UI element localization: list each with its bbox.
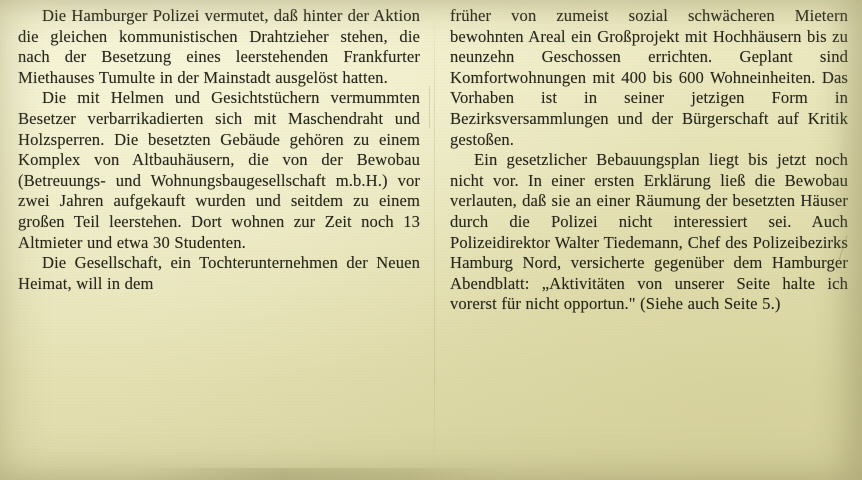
right-column (436, 6, 848, 480)
paragraph: früher von zumeist sozial schwächeren Mietern bewohnten Areal ein Großprojekt mit Hochhäusern bis zu neunzehn Geschossen errichten. Geplant sind Komfortwohnungen mit 400 bis 600 Wohneinheiten. Das Vorhaben ist in seiner jetzigen Form in Bezirksversammlungen und der Bürgerschaft auf Kritik gestoßen. (450, 6, 848, 149)
left-column (18, 6, 436, 480)
article-columns (0, 6, 862, 480)
paragraph: Die Gesellschaft, ein Tochterunternehmen der Neuen Heimat, will in dem (18, 253, 420, 293)
paragraph: Die mit Helmen und Gesichtstüchern vermummten Besetzer verbarrikadierten sich mit Maschendraht und Holzsperren. Die besetzten Gebäude gehören zu einem Komplex von Altbauhäusern, die von der Bewobau (Betreuungs- und Wohnungsbaugesellschaft m.b.H.) vor zwei Jahren aufgekauft wurden und seitdem zu einem großen Teil leerstehen. Dort wohnen zur Zeit noch 13 Altmieter und etwa 30 Studenten. (18, 88, 420, 252)
paragraph: Ein gesetzlicher Bebauungsplan liegt bis jetzt noch nicht vor. In einer ersten Erklärung ließ die Bewobau verlauten, daß sie an einer Räumung der besetzten Häuser durch die Polizei nicht interessiert sei. Auch Polizeidirektor Walter Tiedemann, Chef des Polizeibezirks Hamburg Nord, versicherte gegenüber dem Hamburger Abendblatt: „Aktivitäten von unserer Seite halte ich vorerst für nicht opportun." (Siehe auch Seite 5.) (450, 150, 848, 314)
column-divider (434, 10, 435, 470)
paragraph: Die Hamburger Polizei vermutet, daß hinter der Aktion die gleichen kommunistischen Drahtzieher stehen, die nach der Besetzung eines leerstehenden Frankfurter Miethauses Tumulte in der Mainstadt ausgelöst hatten. (18, 6, 420, 87)
